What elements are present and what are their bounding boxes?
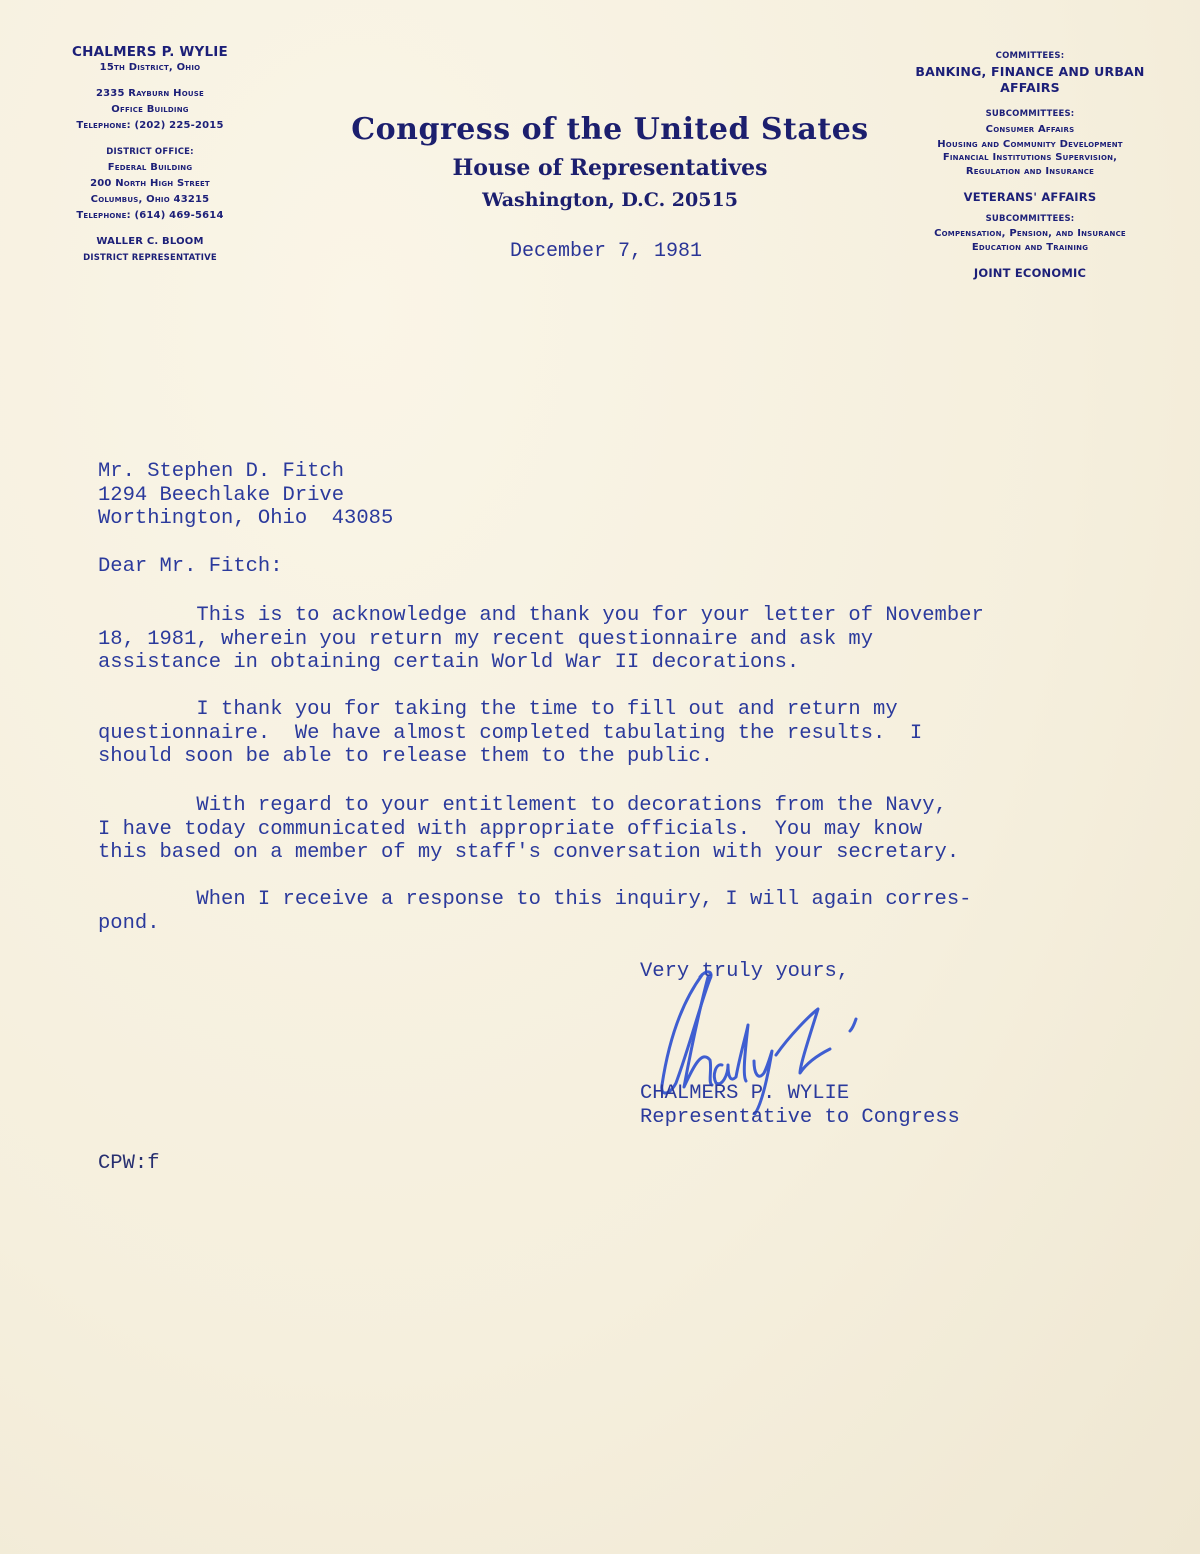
paragraph-line: I thank you for taking the time to fill out and return my [98,698,898,721]
district-office-line3: Columbus, Ohio 43215 [90,194,210,205]
letterhead-location: Washington, D.C. 20515 [482,189,738,211]
recipient-address [98,460,393,531]
district-office-label: DISTRICT OFFICE: [106,147,194,157]
paragraph-line: 18, 1981, wherein you return my recent questionnaire and ask my [98,627,874,651]
body-paragraph-2 [98,698,922,769]
committee-veterans: VETERANS' AFFAIRS [963,190,1097,204]
member-district: 15th District, Ohio [99,62,201,73]
paragraph-line: this based on a member of my staff's conversation with your secretary. [98,841,960,864]
paragraph-line: questionnaire. We have almost completed tabulating the results. I [98,721,923,745]
paragraph-line: should soon be able to release them to the public. [98,745,714,768]
subcommittee-housing: Housing and Community Development [937,139,1123,150]
body-paragraph-4 [98,888,971,935]
subcommittee-financial-line2: Regulation and Insurance [965,166,1095,177]
recipient-street: 1294 Beechlake Drive [98,483,345,507]
subcommittees-label-2: SUBCOMMITTEES: [985,214,1075,224]
paragraph-line: pond. [98,911,160,935]
subcommittee-consumer-affairs: Consumer Affairs [985,124,1075,135]
paragraph-line: When I receive a response to this inquiry, I will again corres- [98,888,972,911]
letterhead-left [50,44,250,266]
body-paragraph-1 [98,604,984,675]
paragraph-line: I have today communicated with appropriate officials. You may know [98,817,923,841]
letterhead-right [890,48,1170,281]
letterhead-center [300,108,920,216]
subcommittees-label-1: SUBCOMMITTEES: [985,109,1075,119]
member-name: CHALMERS P. WYLIE [72,44,228,60]
subcommittee-financial-line1: Financial Institutions Supervision, [942,152,1118,163]
letterhead-subtitle: House of Representatives [452,155,768,181]
letter-date: December 7, 1981 [510,240,703,263]
district-office-line2: 200 North High Street [90,178,210,189]
letterhead-title: Congress of the United States [351,112,869,147]
district-office-line1: Federal Building [107,162,193,173]
subcommittee-compensation: Compensation, Pension, and Insurance [934,228,1126,239]
paragraph-line: assistance in obtaining certain World War II decorations. [98,651,800,674]
signature-block [640,1082,960,1129]
reference-initials: CPW:f [98,1152,160,1175]
dc-phone: Telephone: (202) 225-2015 [76,120,224,131]
district-rep-title: DISTRICT REPRESENTATIVE [83,253,217,263]
district-phone: Telephone: (614) 469-5614 [76,210,224,221]
signer-title: Representative to Congress [640,1105,960,1129]
paragraph-line: With regard to your entitlement to decorations from the Navy, [98,794,947,817]
closing: Very truly yours, [640,960,850,983]
committee-banking-line2: AFFAIRS [1000,80,1060,95]
salutation: Dear Mr. Fitch: [98,555,283,578]
committee-joint-economic: JOINT ECONOMIC [973,266,1087,280]
paragraph-line: This is to acknowledge and thank you for your letter of November [98,604,984,627]
dc-office-line1: 2335 Rayburn House [95,88,204,99]
signer-name: CHALMERS P. WYLIE [640,1082,850,1105]
subcommittee-education: Education and Training [971,242,1089,253]
committees-label: COMMITTEES: [995,51,1065,61]
recipient-city: Worthington, Ohio 43085 [98,507,394,530]
district-rep-name: WALLER C. BLOOM [96,236,204,247]
committee-banking-line1: BANKING, FINANCE AND URBAN [915,64,1145,79]
body-paragraph-3 [98,794,959,865]
recipient-name: Mr. Stephen D. Fitch [98,460,345,483]
dc-office-line2: Office Building [111,104,189,115]
